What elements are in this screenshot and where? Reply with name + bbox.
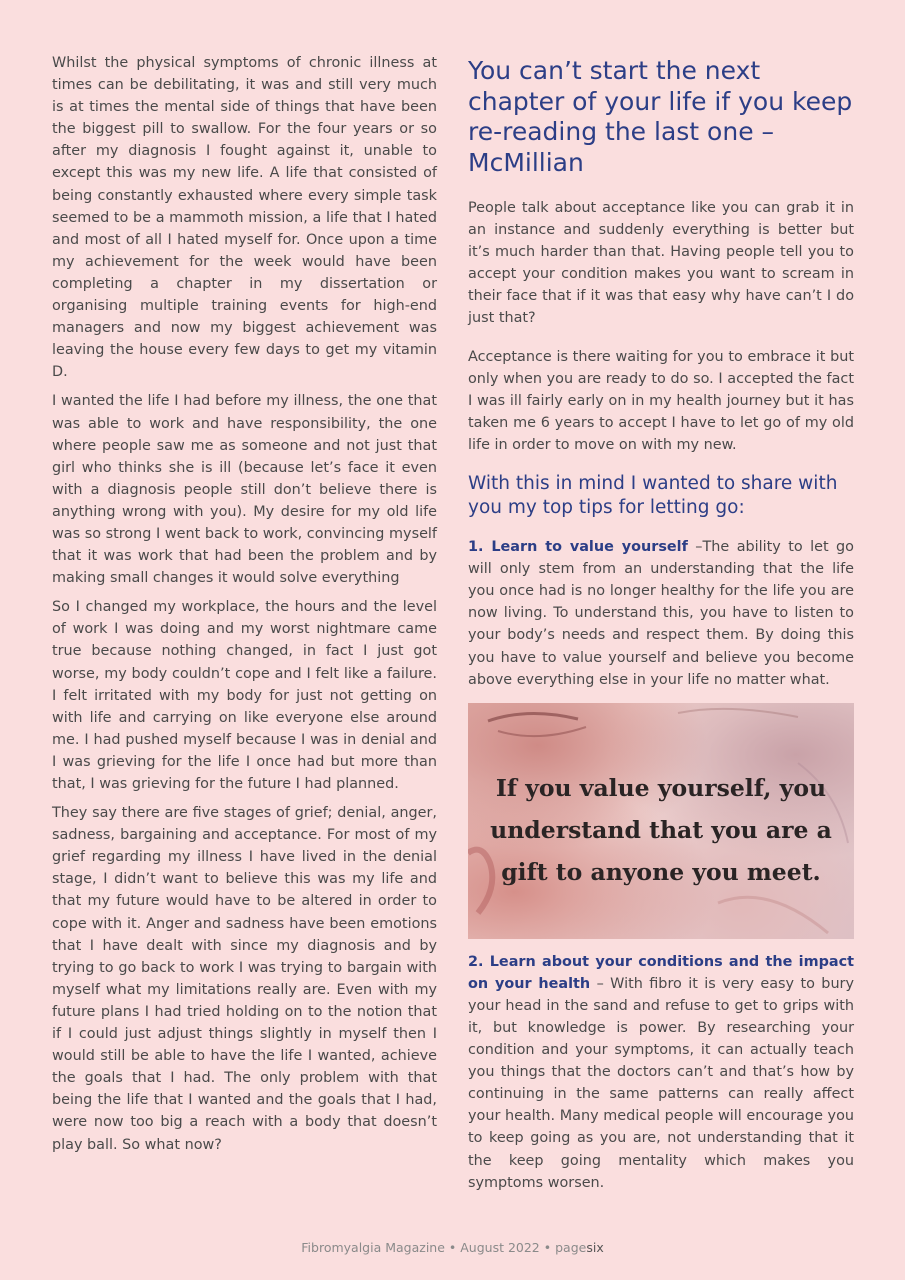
quote-image xyxy=(468,703,854,939)
page-footer xyxy=(0,1240,905,1255)
tip-text: –The ability to let go will only stem from an understanding that the life you once had is no longer healthy for the life you are now living. To understand this, you have to listen to your body’s needs and respect them. By doing this you have to value yourself and believe you become above everything else in your life no matter what. xyxy=(468,539,854,688)
article-heading: You can’t start the next chapter of your life if you keep re-reading the last one – McMillian xyxy=(468,56,853,177)
magazine-name: Fibromyalgia Magazine xyxy=(301,1240,445,1255)
body-paragraph: Acceptance is there waiting for you to embrace it but only when you are ready to do so. I accepted the fact I was ill fairly early on in my health journey but it has taken me 6 years to accept I have to let go of my old life in order to move on with my new. xyxy=(468,348,854,453)
left-column xyxy=(52,52,437,1163)
right-column xyxy=(468,56,854,1194)
quote-line: understand that you are a xyxy=(490,815,832,844)
page-number: six xyxy=(586,1240,604,1255)
footer-separator: • xyxy=(444,1240,461,1255)
quote-line: If you value yourself, you xyxy=(495,773,827,802)
body-paragraph: People talk about acceptance like you can grab it in an instance and suddenly everything is better but it’s much harder than that. Having people tell you to accept your condition makes you want to scream in their face that if it was that easy why have can’t I do just that? xyxy=(468,200,854,327)
tips-subheading: With this in mind I wanted to share with you my top tips for letting go: xyxy=(468,473,838,519)
body-paragraph: I wanted the life I had before my illness, the one that was able to work and have responsibility, the one where people saw me as someone and not just that girl who thinks she is ill (because let’s face it even with a diagnosis people still don’t believe there is anything wrong with you). My desire for my old life was so strong I went back to work, convincing myself that it was work that had been the problem and by making small changes it would solve everything xyxy=(52,393,437,587)
tip-paragraph xyxy=(468,536,854,691)
tip-label: 1. Learn to value yourself xyxy=(468,539,688,556)
body-paragraph: So I changed my workplace, the hours and the level of work I was doing and my worst nightmare came true because nothing changed, in fact I just got worse, my body couldn’t cope and I felt like a failure. I felt irritated with my body for just not getting on with life and carrying on like everyone else around me. I had pushed myself because I was in denial and I was grieving for the life I once had but more than that, I was grieving for the future I had planned. xyxy=(52,599,437,792)
tip-text: – With fibro it is very easy to bury your head in the sand and refuse to get to grips with it, but knowledge is power. By researching your condition and your symptoms, it can actually teach you things that the doctors can’t and that’s how by continuing in the same patterns can really affect your health. Many medical people will encourage you to keep going as you are, not understanding that it the keep going mentality which makes you symptoms worsen. xyxy=(468,975,854,1191)
tip-paragraph xyxy=(468,951,854,1194)
body-paragraph: They say there are five stages of grief; denial, anger, sadness, bargaining and acceptance. For most of my grief regarding my illness I have lived in the denial stage, I didn’t want to believe this was my life and that my future would have to be altered in order to cope with it. Anger and sadness have been emotions that I have dealt with since my diagnosis and by trying to go back to work I was trying to bargain with myself what my limitations really are. Even with my future plans I had tried holding on to the notion that if I could just adjust things slightly in myself then I would still be able to have the life I wanted, achieve the goals that I had. The only problem with that being the life that I wanted and the goals that I had, were now too big a reach with a body that doesn’t play ball. So what now? xyxy=(52,805,437,1153)
page-prefix: page xyxy=(555,1240,587,1255)
quote-text xyxy=(468,767,854,893)
tip-label: 2. Learn about your conditions and the impact on your health xyxy=(468,953,854,992)
quote-line: gift to anyone you meet. xyxy=(501,857,821,886)
issue-date: August 2022 xyxy=(460,1240,540,1255)
footer-separator: • xyxy=(539,1240,556,1255)
body-paragraph: Whilst the physical symptoms of chronic illness at times can be debilitating, it was and still very much is at times the mental side of things that have been the biggest pill to swallow. For the four years or so after my diagnosis I fought against it, unable to except this was my new life. A life that consisted of being constantly exhausted where every simple task seemed to be a mammoth mission, a life that I hated and most of all I hated myself for. Once upon a time my achievement for the week would have been completing a chapter in my dissertation or organising multiple training events for high-end managers and now my biggest achievement was leaving the house every few days to get my vitamin D. xyxy=(52,55,437,381)
